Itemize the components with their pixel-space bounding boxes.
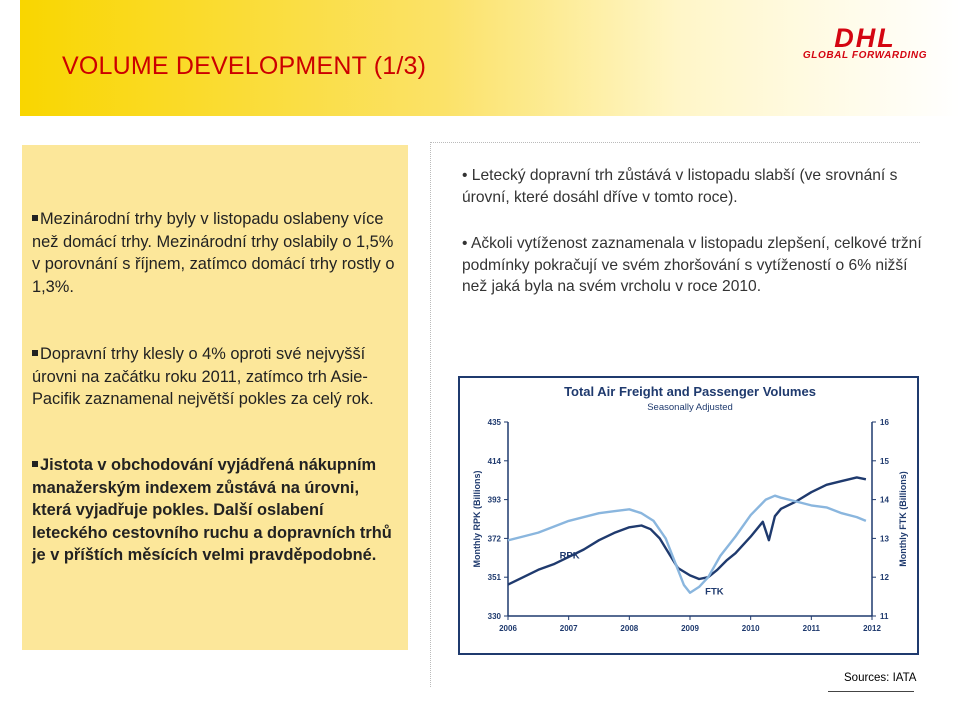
bullet-dot-icon: •: [462, 167, 472, 184]
left-bullet-text: Mezinárodní trhy byly v listopadu oslabeny více než domácí trhy. Mezinárodní trhy oslabily o 1,5% v porovnání s říjnem, zatímco domácí trhy rostly o 1,3%.: [32, 210, 395, 296]
right-bullet-text: Letecký dopravní trh zůstává v listopadu slabší (ve srovnání s úrovní, které dosáhl dříve v tomto roce).: [462, 167, 898, 206]
x-tick-label: 2010: [741, 624, 760, 633]
air-volumes-chart: [460, 378, 917, 653]
dhl-logo: [795, 20, 935, 66]
right-bullet-2: [462, 233, 922, 298]
left-bullet-1: [32, 208, 402, 298]
y-right-axis-label: Monthly FTK (Billions): [898, 471, 908, 567]
y-right-tick-label: 11: [880, 612, 889, 621]
chart-subtitle: Seasonally Adjusted: [647, 402, 733, 413]
x-tick-label: 2011: [802, 624, 821, 633]
left-bullet-2: [32, 343, 402, 411]
square-bullet-icon: [32, 215, 38, 221]
x-tick-label: 2007: [559, 624, 578, 633]
left-bullet-text: Dopravní trhy klesly o 4% oproti své nejvyšší úrovni na začátku roku 2011, zatímco trh Asie-Pacifik zaznamenal největší pokles za celý rok.: [32, 345, 374, 408]
y-right-tick-label: 13: [880, 534, 889, 544]
x-tick-label: 2008: [620, 624, 639, 633]
sources-label: Sources: IATA: [844, 672, 917, 684]
logo-tagline: GLOBAL FORWARDING: [802, 50, 928, 61]
y-left-tick-label: 372: [487, 534, 501, 544]
series-label-ftk: FTK: [705, 586, 724, 598]
y-left-axis-label: Monthly RPK (Billions): [472, 470, 482, 568]
y-left-tick-label: 351: [487, 573, 501, 583]
y-left-tick-label: 414: [487, 456, 501, 466]
y-right-tick-label: 16: [880, 418, 889, 427]
square-bullet-icon: [32, 350, 38, 356]
sources-underline: [828, 691, 914, 692]
y-right-tick-label: 14: [880, 495, 889, 505]
x-tick-label: 2006: [499, 624, 517, 633]
divider-horizontal: [430, 142, 920, 143]
x-tick-label: 2009: [681, 624, 699, 633]
square-bullet-icon: [32, 461, 38, 467]
chart-title: Total Air Freight and Passenger Volumes: [564, 384, 816, 399]
chart-container: [458, 376, 919, 655]
y-right-tick-label: 15: [880, 456, 889, 466]
right-bullet-1: [462, 165, 922, 208]
right-bullet-text: Ačkoli vytíženost zaznamenala v listopadu zlepšení, celkové tržní podmínky pokračují ve svém zhoršování s vytížeností o 6% nižší než jaká byla na svém vrcholu v roce 2010.: [462, 235, 922, 295]
series-line-ftk: [508, 496, 866, 593]
left-bullet-text: Jistota v obchodování vyjádřená nákupním manažerským indexem zůstává na úrovni, která vyjadřuje pokles. Další oslabení leteckého cestovního ruchu a dopravních trhů je v příštích měsících velmi pravděpodobné.: [32, 456, 392, 564]
left-summary-panel: [22, 145, 408, 650]
divider-vertical: [430, 142, 431, 687]
y-left-tick-label: 435: [487, 418, 501, 427]
bullet-dot-icon: •: [462, 235, 471, 252]
y-left-tick-label: 393: [487, 495, 501, 505]
logo-brand: DHL: [834, 23, 896, 53]
x-tick-label: 2012: [863, 624, 881, 633]
series-label-rpk: RPK: [559, 550, 580, 562]
series-line-rpk: [508, 477, 866, 584]
y-right-tick-label: 12: [880, 573, 889, 583]
y-left-tick-label: 330: [487, 612, 501, 621]
slide-title: VOLUME DEVELOPMENT (1/3): [62, 52, 427, 80]
left-bullet-3: [32, 454, 402, 567]
